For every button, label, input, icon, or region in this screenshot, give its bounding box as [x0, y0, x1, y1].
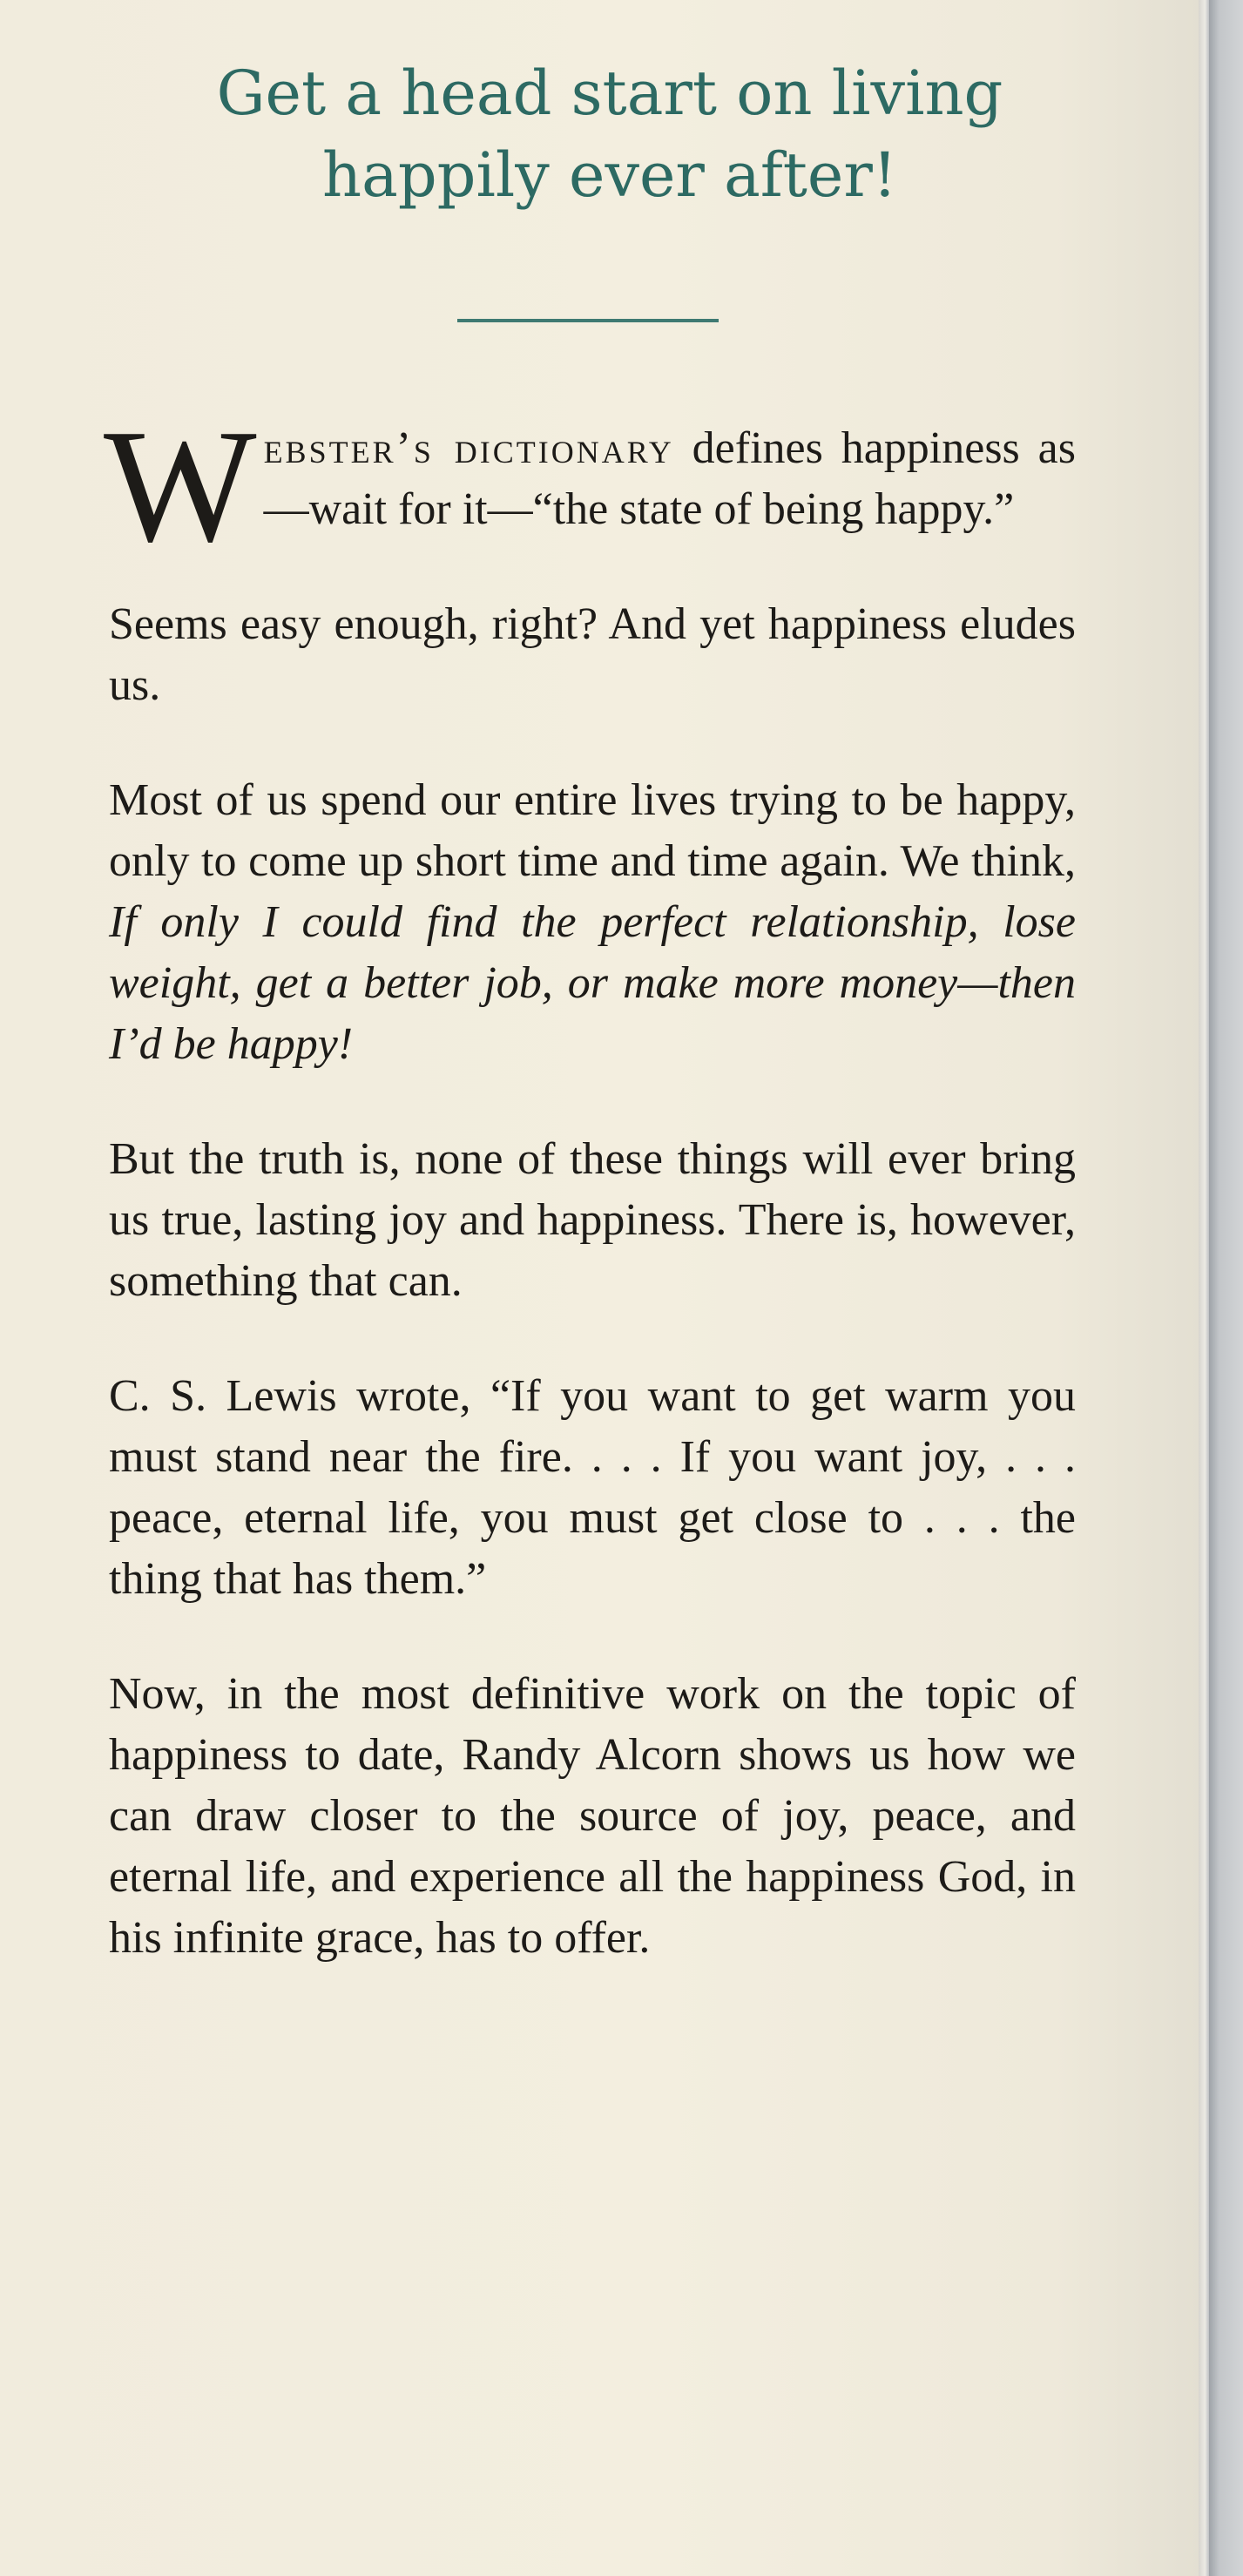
paragraph-5: C. S. Lewis wrote, “If you want to get warm you must stand near the fire. . . . If you want joy, . . . peace, eternal life, you must get close to . . . the thing that has them.” [109, 1371, 1076, 1604]
headline-line-2: happily ever after! [322, 139, 897, 211]
headline [35, 52, 1185, 216]
paragraph-6: Now, in the most definitive work on the topic of happiness to date, Randy Alcorn shows us how we can draw closer to the source of joy, peace, and eternal life, and experience all the happiness God, in his infinite grace, has to offer. [109, 1669, 1076, 1963]
paragraph-3-italic: If only I could find the perfect relationship, lose weight, get a better job, or make more money—then I’d be happy! [109, 897, 1076, 1069]
paragraph-3 [109, 770, 1076, 1075]
paragraph-2: Seems easy enough, right? And yet happiness eludes us. [109, 599, 1076, 710]
headline-line-1: Get a head start on living [216, 57, 1003, 129]
paragraph-4: But the truth is, none of these things will ever bring us true, lasting joy and happiness. There is, however, something that can. [109, 1134, 1076, 1306]
page-edge [1199, 0, 1209, 2576]
drop-cap: W [104, 396, 257, 576]
divider-rule [457, 319, 719, 322]
paragraph-3-lead: Most of us spend our entire lives trying to be happy, only to come up short time and time again. We think, [109, 775, 1076, 886]
paragraph-1-rest: defines happiness as—wait for it—“the state of being happy.” [263, 423, 1076, 534]
paragraph-1 [104, 396, 1076, 576]
small-caps-lead: ebster’s dictionary [263, 423, 674, 473]
background-surface [1209, 0, 1243, 2576]
body-text [104, 396, 1076, 2023]
